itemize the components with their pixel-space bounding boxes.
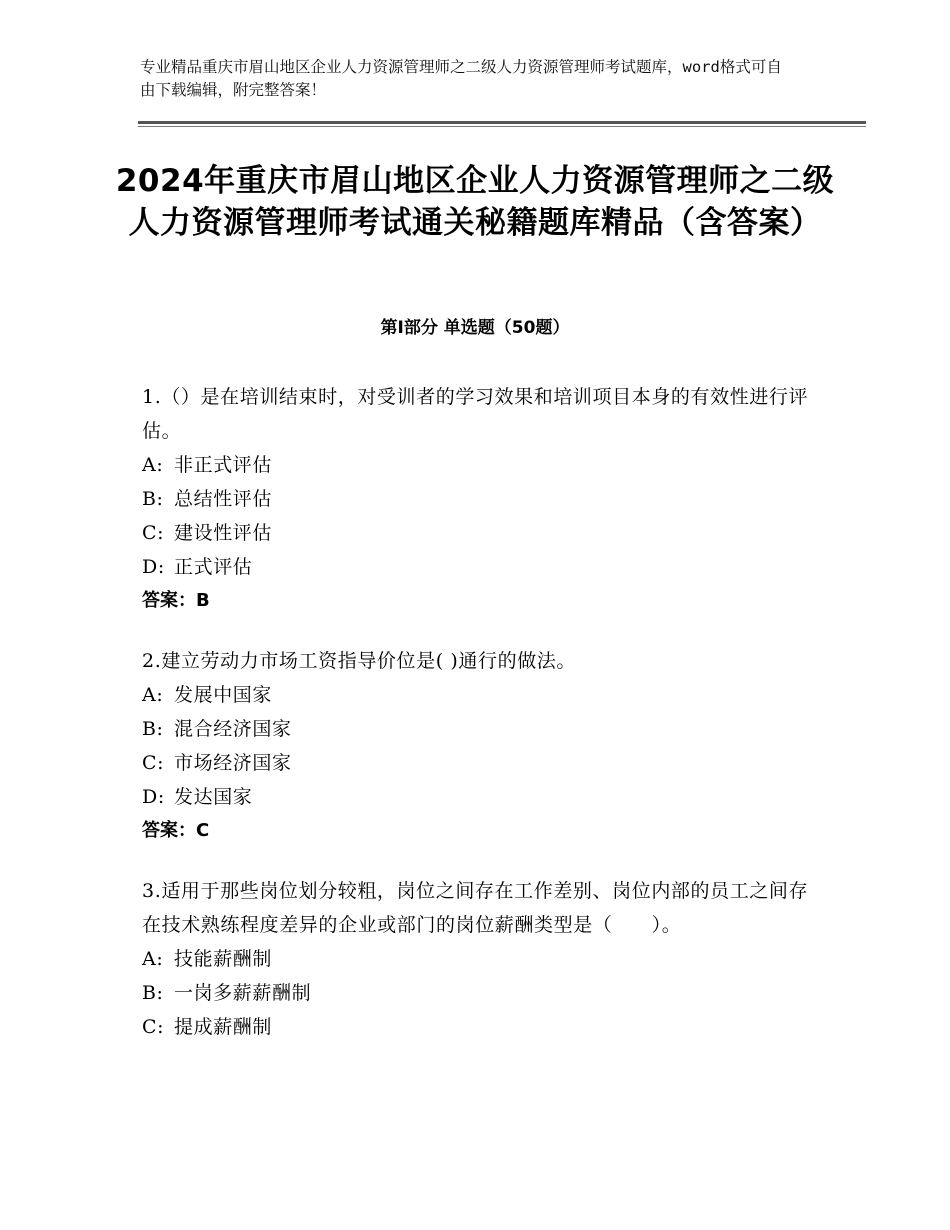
question-1-answer — [142, 584, 812, 618]
option-text: 发达国家 — [174, 786, 253, 808]
option-letter: B: — [142, 982, 164, 1004]
question-3-option-a — [142, 942, 812, 976]
question-3-option-b — [142, 976, 812, 1010]
question-1-option-b — [142, 482, 812, 516]
question-2-option-d — [142, 780, 812, 814]
option-letter: B: — [142, 488, 164, 510]
question-2-option-c — [142, 746, 812, 780]
question-1-option-d — [142, 550, 812, 584]
option-text: 市场经济国家 — [174, 752, 292, 774]
document-title: 2024年重庆市眉山地区企业人力资源管理师之二级人力资源管理师考试通关秘籍题库精品（含答案） — [115, 163, 835, 241]
question-list — [142, 380, 812, 1070]
header-rule-thin — [138, 126, 866, 127]
question-3 — [142, 874, 812, 1044]
option-letter: A: — [142, 948, 164, 970]
option-letter: C: — [142, 1016, 165, 1038]
option-text: 一岗多薪薪酬制 — [174, 982, 312, 1004]
option-text: 建设性评估 — [174, 522, 273, 544]
question-3-option-c — [142, 1010, 812, 1044]
question-1-option-c — [142, 516, 812, 550]
header-rule-thick — [138, 121, 866, 124]
option-letter: D: — [142, 786, 165, 808]
option-letter: A: — [142, 454, 164, 476]
option-text: 总结性评估 — [174, 488, 273, 510]
question-2-stem: 2.建立劳动力市场工资指导价位是( )通行的做法。 — [142, 650, 576, 672]
option-letter: B: — [142, 718, 164, 740]
question-1 — [142, 380, 812, 618]
answer-label: 答案： — [142, 820, 196, 841]
question-2 — [142, 644, 812, 848]
option-text: 发展中国家 — [174, 684, 273, 706]
question-2-answer — [142, 814, 812, 848]
option-text: 正式评估 — [174, 556, 253, 578]
question-3-stem: 3.适用于那些岗位划分较粗，岗位之间存在工作差别、岗位内部的员工之间存在技术熟练程度差异的企业或部门的岗位薪酬类型是（ ）。 — [142, 880, 809, 936]
option-text: 混合经济国家 — [174, 718, 292, 740]
header-note: 专业精品重庆市眉山地区企业人力资源管理师之二级人力资源管理师考试题库，word格式可自由下载编辑，附完整答案！ — [140, 58, 782, 99]
option-letter: D: — [142, 556, 165, 578]
answer-value: B — [196, 590, 210, 611]
option-text: 非正式评估 — [174, 454, 273, 476]
section-heading: 第Ⅰ部分 单选题（50题） — [380, 318, 570, 338]
option-letter: A: — [142, 684, 164, 706]
answer-value: C — [196, 820, 210, 841]
question-2-option-a — [142, 678, 812, 712]
option-text: 技能薪酬制 — [174, 948, 273, 970]
option-letter: C: — [142, 752, 165, 774]
answer-label: 答案： — [142, 590, 196, 611]
question-1-option-a — [142, 448, 812, 482]
option-text: 提成薪酬制 — [174, 1016, 273, 1038]
question-2-option-b — [142, 712, 812, 746]
option-letter: C: — [142, 522, 165, 544]
question-1-stem: 1.（）是在培训结束时，对受训者的学习效果和培训项目本身的有效性进行评估。 — [142, 386, 809, 442]
